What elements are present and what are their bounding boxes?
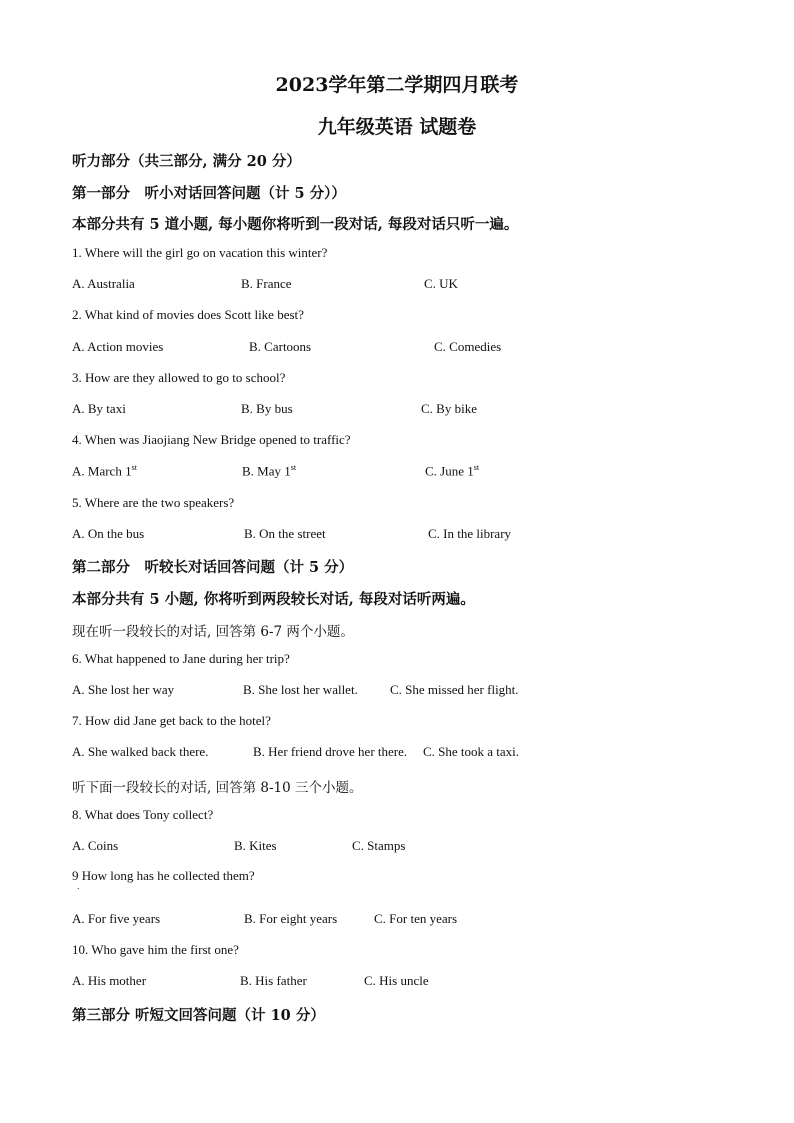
q4-option-b-sup: st: [290, 463, 297, 472]
q9-option-b: B. For eight years: [244, 911, 338, 926]
q4-option-c-sup: st: [473, 463, 480, 472]
q8-option-b: B. Kites: [234, 838, 277, 853]
q2-option-a: A. Action movies: [72, 339, 164, 354]
question-2: 2. What kind of movies does Scott like best?: [72, 307, 304, 322]
q7-option-b: B. Her friend drove her there.: [253, 744, 408, 759]
part1-header: 第一部分 听小对话回答问题（计 5 分））: [72, 185, 346, 202]
exam-title: 2023学年第二学期四月联考: [275, 74, 519, 96]
q5-option-b: B. On the street: [244, 526, 326, 541]
q9-option-c: C. For ten years: [374, 911, 458, 926]
q4-option-a: [72, 463, 137, 479]
q10-option-b: B. His father: [240, 973, 307, 988]
q10-option-a: A. His mother: [72, 973, 147, 988]
q6-option-c: C. She missed her flight.: [390, 682, 519, 697]
part2-instructions: 本部分共有 5 小题, 你将听到两段较长对话, 每段对话听两遍。: [72, 591, 475, 608]
q1-option-b: B. France: [241, 276, 292, 291]
q3-option-b: B. By bus: [241, 401, 293, 416]
q3-option-a: A. By taxi: [72, 401, 126, 416]
question-6: 6. What happened to Jane during her trip?: [72, 651, 290, 666]
part3-header: 第三部分 听短文回答问题（计 10 分）: [72, 1007, 325, 1024]
q9-option-a: A. For five years: [72, 911, 161, 926]
part2-header: 第二部分 听较长对话回答问题（计 5 分）: [72, 559, 354, 576]
q5-option-a: A. On the bus: [72, 526, 145, 541]
question-3: 3. How are they allowed to go to school?: [72, 370, 286, 385]
q10-option-c: C. His uncle: [364, 973, 429, 988]
q8-option-a: A. Coins: [72, 838, 119, 853]
q7-option-a: A. She walked back there.: [72, 744, 209, 759]
q1-option-c: C. UK: [424, 276, 458, 291]
q6-option-b: B. She lost her wallet.: [243, 682, 358, 697]
q2-option-b: B. Cartoons: [249, 339, 312, 354]
exam-subtitle: 九年级英语 试题卷: [317, 116, 477, 138]
question-5: 5. Where are the two speakers?: [72, 495, 235, 510]
question-1: 1. Where will the girl go on vacation this winter?: [72, 245, 328, 260]
part1-instructions: 本部分共有 5 道小题, 每小题你将听到一段对话, 每段对话只听一遍。: [72, 216, 519, 233]
q8-option-c: C. Stamps: [352, 838, 406, 853]
question-7: 7. How did Jane get back to the hotel?: [72, 713, 271, 728]
part2-note-2: 听下面一段较长的对话, 回答第 8-10 三个小题。: [72, 780, 363, 796]
question-4: 4. When was Jiaojiang New Bridge opened to traffic?: [72, 432, 351, 447]
question-10: 10. Who gave him the first one?: [72, 942, 239, 957]
part2-note-1: 现在听一段较长的对话, 回答第 6-7 两个小题。: [72, 624, 354, 640]
q4-option-b-text: B. May 1: [242, 463, 291, 479]
q4-option-c: [425, 463, 479, 479]
q1-option-a: A. Australia: [72, 276, 135, 291]
q2-option-c: C. Comedies: [434, 339, 502, 354]
q4-option-b: [242, 463, 296, 479]
q4-option-a-sup: st: [131, 463, 137, 472]
q3-option-c: C. By bike: [421, 401, 477, 416]
listening-header: 听力部分（共三部分, 满分 20 分）: [72, 153, 301, 170]
q7-option-c: C. She took a taxi.: [423, 744, 520, 759]
q5-option-c: C. In the library: [428, 526, 512, 541]
q4-option-c-text: C. June 1: [425, 463, 474, 479]
q6-option-a: A. She lost her way: [72, 682, 175, 697]
question-8: 8. What does Tony collect?: [72, 807, 214, 822]
question-9: 9 How long has he collected them?: [72, 868, 255, 883]
question-9-dot: .: [77, 882, 80, 891]
q4-option-a-text: A. March 1: [72, 463, 132, 479]
